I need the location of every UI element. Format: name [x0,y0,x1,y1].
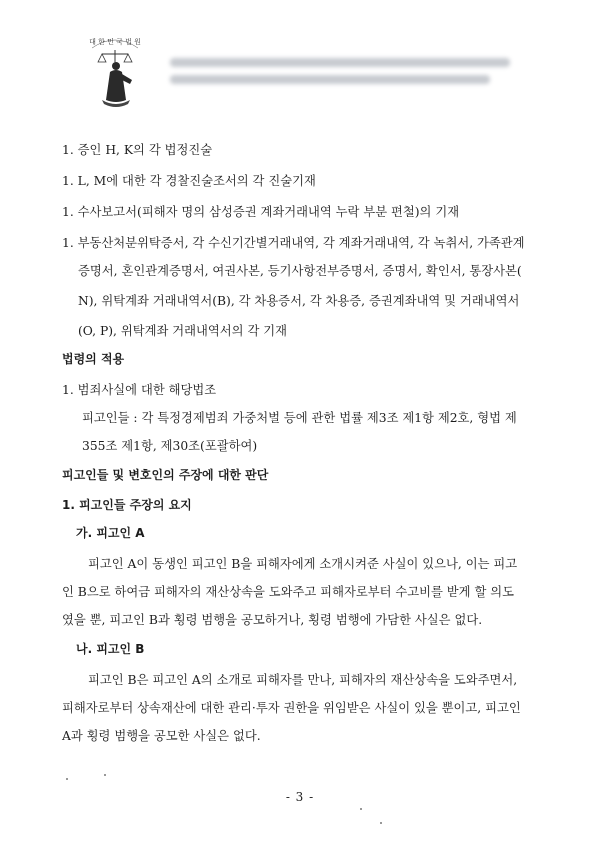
defendant-b-title: 나. 피고인 B [76,642,145,656]
document-header [80,28,540,108]
item-text: L, M에 대한 각 경찰진술조서의 각 진술기재 [77,174,316,188]
item-number: 1. [62,143,74,157]
evidence-item-1 [62,140,212,158]
law-item [62,380,216,398]
item-text: 증인 H, K의 각 법정진술 [77,143,213,157]
defendant-a-line-1: 피고인 A이 동생인 피고인 B을 피해자에게 소개시켜준 사실이 있으나, 이는 피고 [88,557,518,571]
evidence-item-3 [62,202,459,220]
evidence-item-4-line-3: N), 위탁계좌 거래내역서(B), 각 차용증서, 각 차용증, 증권계좌내역 및 거래내역서 [78,294,520,308]
blurred-court-header-text [170,58,510,92]
scan-speck [104,774,106,776]
defendant-b-line-2: 피해자로부터 상속재산에 대한 관리·투자 권한을 위임받은 사실이 있을 뿐이고, 피고인 [62,701,521,715]
evidence-item-4-line-4: (O, P), 위탁계좌 거래내역서의 각 기재 [78,324,288,338]
court-logo [80,28,150,108]
defendant-a-title: 가. 피고인 A [76,526,145,540]
defendant-a-line-3: 였을 뿐, 피고인 B과 횡령 범행을 공모하거나, 횡령 범행에 가담한 사실은 없다. [62,613,483,627]
item-text: 부동산처분위탁증서, 각 수신기간별거래내역, 각 계좌거래내역, 각 녹취서, 가족관계 [77,236,525,250]
judgment-section-title: 피고인들 및 변호인의 주장에 대한 판단 [62,468,269,482]
defendant-b-line-1: 피고인 B은 피고인 A의 소개로 피해자를 만나, 피해자의 재산상속을 도와주면서, [88,673,518,687]
scan-speck [66,778,68,780]
item-number: 1. [62,205,74,219]
evidence-item-4 [62,233,525,251]
evidence-item-2 [62,171,316,189]
court-emblem-icon [80,28,150,108]
item-text: 범죄사실에 대한 해당법조 [77,383,217,397]
item-number: 1. [62,383,74,397]
item-text: 수사보고서(피해자 명의 삼성증권 계좌거래내역 누락 부분 편철)의 기재 [77,205,460,219]
scan-speck [360,808,362,810]
law-section-title: 법령의 적용 [62,352,125,366]
scan-speck [380,822,382,824]
item-number: 1. [62,174,74,188]
item-number: 1. [62,236,74,250]
page-number: - 3 - [285,790,315,804]
svg-text:대 한 민 국 법 원: 대 한 민 국 법 원 [89,38,141,46]
law-body-line-2: 355조 제1항, 제30조(포괄하여) [82,439,258,453]
defendant-b-line-3: A과 횡령 범행을 공모한 사실은 없다. [62,729,261,743]
evidence-item-4-line-2: 증명서, 혼인관계증명서, 여권사본, 등기사항전부증명서, 증명서, 확인서, 통장사본( [78,264,522,278]
law-body-line-1: 피고인들 : 각 특정경제범죄 가중처벌 등에 관한 법률 제3조 제1항 제2호, 형법 제 [82,411,517,425]
judgment-subsection-title: 1. 피고인들 주장의 요지 [62,498,192,512]
defendant-a-line-2: 인 B으로 하여금 피해자의 재산상속을 도와주고 피해자로부터 수고비를 받게 할 의도 [62,585,515,599]
